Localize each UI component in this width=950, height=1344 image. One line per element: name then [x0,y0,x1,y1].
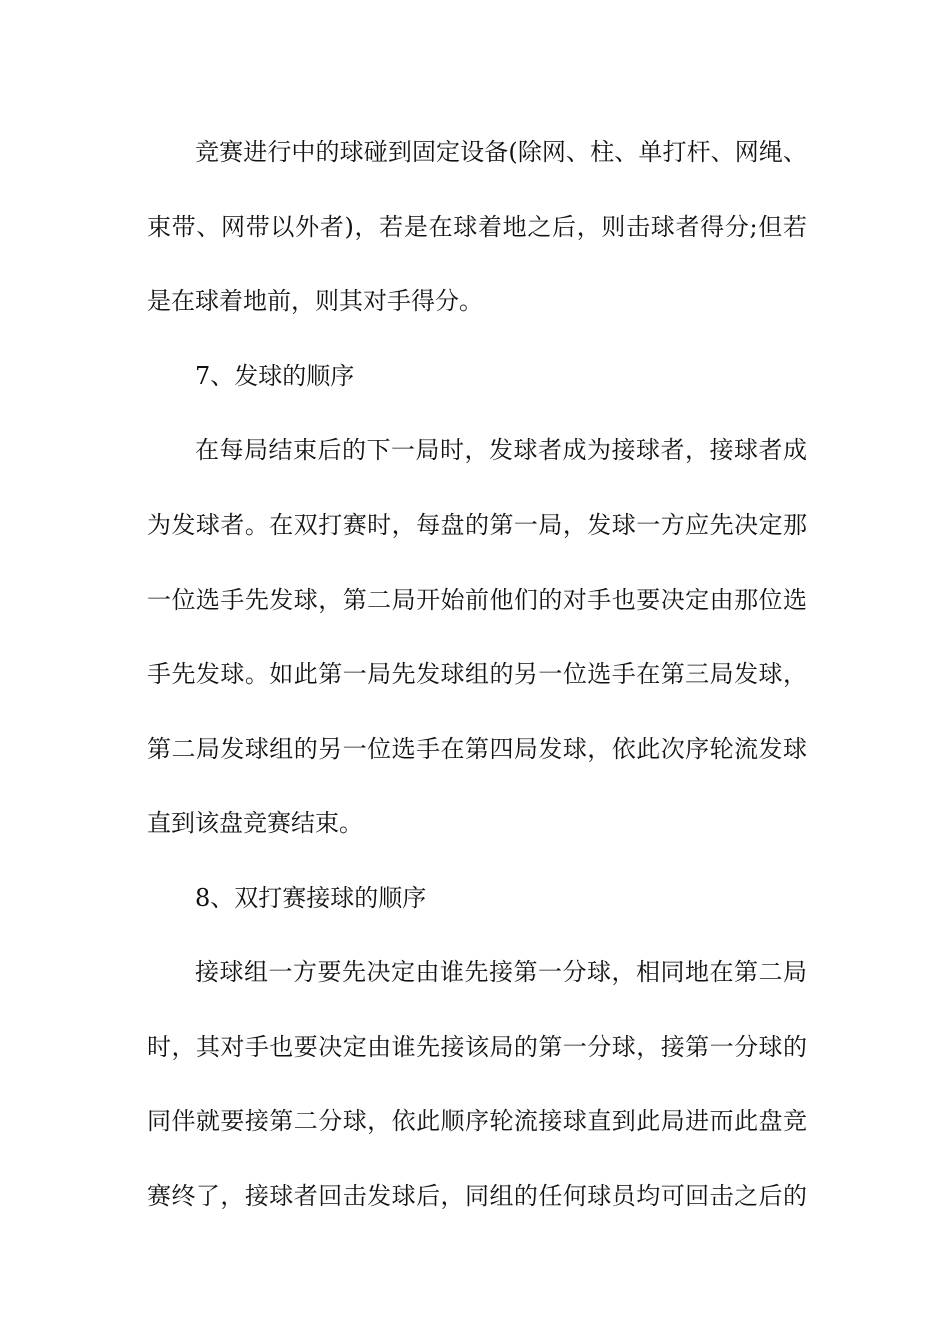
paragraph-line: 第二局发球组的另一位选手在第四局发球，依此次序轮流发球 [147,735,807,763]
paragraph-line: 赛终了，接球者回击发球后，同组的任何球员均可回击之后的 [147,1182,807,1210]
section-heading-7: 7、发球的顺序 [195,362,355,390]
paragraph-line: 竞赛进行中的球碰到固定设备(除网、柱、单打杆、网绳、 [195,138,807,166]
paragraph-line: 时，其对手也要决定由谁先接该局的第一分球，接第一分球的 [147,1033,807,1061]
paragraph-line: 直到该盘竞赛结束。 [147,809,363,837]
paragraph-line: 为发球者。在双打赛时，每盘的第一局，发球一方应先决定那 [147,511,807,539]
paragraph-line: 一位选手先发球，第二局开始前他们的对手也要决定由那位选 [147,586,807,614]
paragraph-line: 接球组一方要先决定由谁先接第一分球，相同地在第二局 [195,958,807,986]
paragraph-line: 束带、网带以外者)，若是在球着地之后，则击球者得分;但若 [147,213,807,241]
paragraph-line: 在每局结束后的下一局时，发球者成为接球者，接球者成 [195,436,807,464]
section-heading-8: 8、双打赛接球的顺序 [195,884,427,912]
paragraph-line: 手先发球。如此第一局先发球组的另一位选手在第三局发球， [147,660,807,688]
paragraph-line: 同伴就要接第二分球，依此顺序轮流接球直到此局进而此盘竞 [147,1107,807,1135]
paragraph-line: 是在球着地前，则其对手得分。 [147,287,483,315]
